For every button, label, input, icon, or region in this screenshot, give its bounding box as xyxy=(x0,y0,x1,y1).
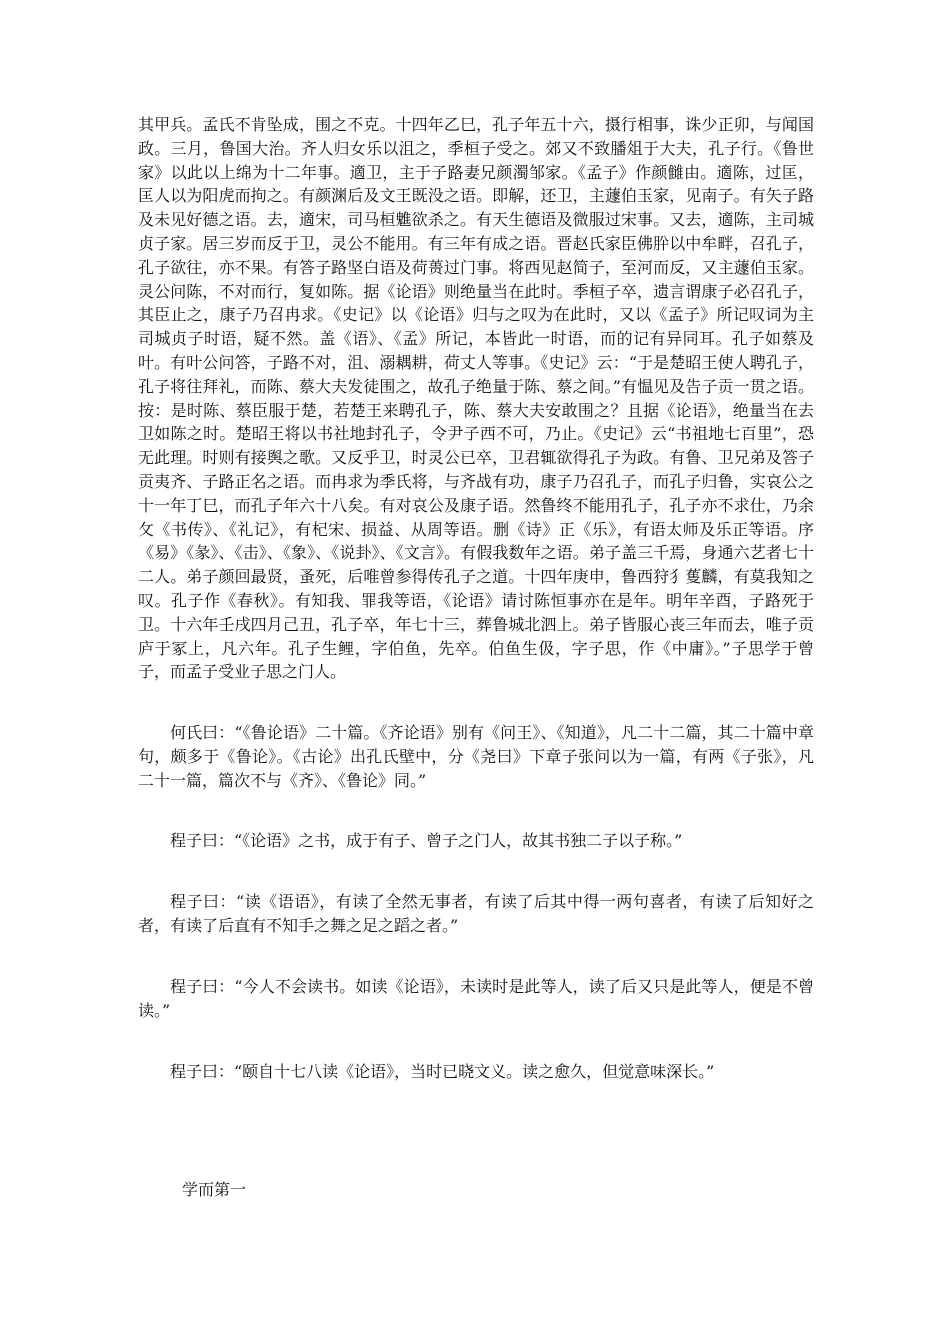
chapter-heading: 学而第一 xyxy=(182,1180,247,1200)
document-page xyxy=(138,113,814,1202)
quote-he-shi: 何氏曰：“《鲁论语》二十篇。《齐论语》别有《问王》、《知道》，凡二十二篇，其二十篇中章句，颇多于《鲁论》。《古论》出孔氏壁中，分《尧曰》下章子张问以为一篇，有两《子张》，凡二十一篇，篇次不与《齐》、《鲁论》同。” xyxy=(138,723,814,791)
quote-chengzi-1: 程子曰：“《论语》之书，成于有子、曾子之门人，故其书独二子以子称。” xyxy=(170,831,683,851)
quote-chengzi-3: 程子曰：“今人不会读书。如读《论语》，未读时是此等人，读了后又只是此等人，便是不曾读。” xyxy=(138,977,814,1021)
quote-chengzi-2: 程子曰：“读《语语》，有读了全然无事者，有读了后其中得一两句喜者，有读了后知好之者，有读了后直有不知手之舞之足之蹈之者。” xyxy=(138,892,814,936)
main-paragraph: 其甲兵。孟氏不肯坠成，围之不克。十四年乙巳，孔子年五十六，摄行相事，诛少正卯，与闻国政。三月，鲁国大治。齐人归女乐以沮之，季桓子受之。郊又不致膰俎于大夫，孔子行。《鲁世家》以此以上绵为十二年事。適卫，主于子路妻兄颜濁邹家。《孟子》作颜雠由。適陈，过匡，匡人以为阳虎而拘之。有颜渊后及文王既没之语。即解，还卫，主蘧伯玉家，见南子。有矢子路及未见好德之语。去，適宋，司马桓魋欲杀之。有天生德语及微服过宋事。又去，適陈，主司城贞子家。居三岁而反于卫，灵公不能用。有三年有成之语。晋赵氏家臣佛肸以中牟畔，召孔子，孔子欲往，亦不果。有答子路坚白语及荷蒉过门事。将西见赵简子，至河而反，又主蘧伯玉家。灵公问陈，不对而行，复如陈。据《论语》则绝量当在此时。季桓子卒，遗言谓康子必召孔子，其臣止之，康子乃召冉求。《史记》以《论语》归与之叹为在此时，又以《孟子》所记叹词为主司城贞子时语，疑不然。盖《语》、《孟》所记，本皆此一时语，而的记有异同耳。孔子如蔡及叶。有叶公问答，子路不对，沮、溺耦耕，荷丈人等事。《史记》云：“于是楚昭王使人聘孔子，孔子将往拜礼，而陈、蔡大夫发徒围之，故孔子绝量于陈、蔡之间。”有愠见及告子贡一贯之语。按：是时陈、蔡臣服于楚，若楚王来聘孔子，陈、蔡大夫安敢围之？且据《论语》，绝量当在去卫如陈之时。楚昭王将以书社地封孔子，令尹子西不可，乃止。《史记》云“书祖地七百里”，恐无此理。时则有接舆之歌。又反乎卫，时灵公已卒，卫君辄欲得孔子为政。有鲁、卫兄弟及答子贡夷齐、子路正名之语。而冉求为季氏将，与齐战有功，康子乃召孔子，而孔子归鲁，实哀公之十一年丁巳，而孔子年六十八矣。有对哀公及康子语。然鲁终不能用孔子，孔子亦不求仕，乃余攵《书传》、《礼记》，有杞宋、损益、从周等语。删《诗》正《乐》，有语太师及乐正等语。序《易》《彖》、《击》、《象》、《说卦》、《文言》。有假我数年之语。弟子盖三千焉，身通六艺者七十二人。弟子颜回最贤，蚤死，后唯曾参得传孔子之道。十四年庚申，鲁西狩犭蒦麟，有莫我知之叹。孔子作《春秋》。有知我、罪我等语，《论语》请讨陈恒事亦在是年。明年辛酉，子路死于卫。十六年壬戌四月己丑，孔子卒，年七十三，葬鲁城北泗上。弟子皆服心丧三年而去，唯子贡庐于冢上，凡六年。孔子生鲤，字伯鱼，先卒。伯鱼生伋，字子思，作《中庸》。”子思学于曾子，而孟子受业子思之门人。 xyxy=(138,115,814,682)
quote-chengzi-4: 程子曰：“颐自十七八读《论语》，当时已晓文义。读之愈久，但觉意味深长。” xyxy=(170,1062,715,1082)
